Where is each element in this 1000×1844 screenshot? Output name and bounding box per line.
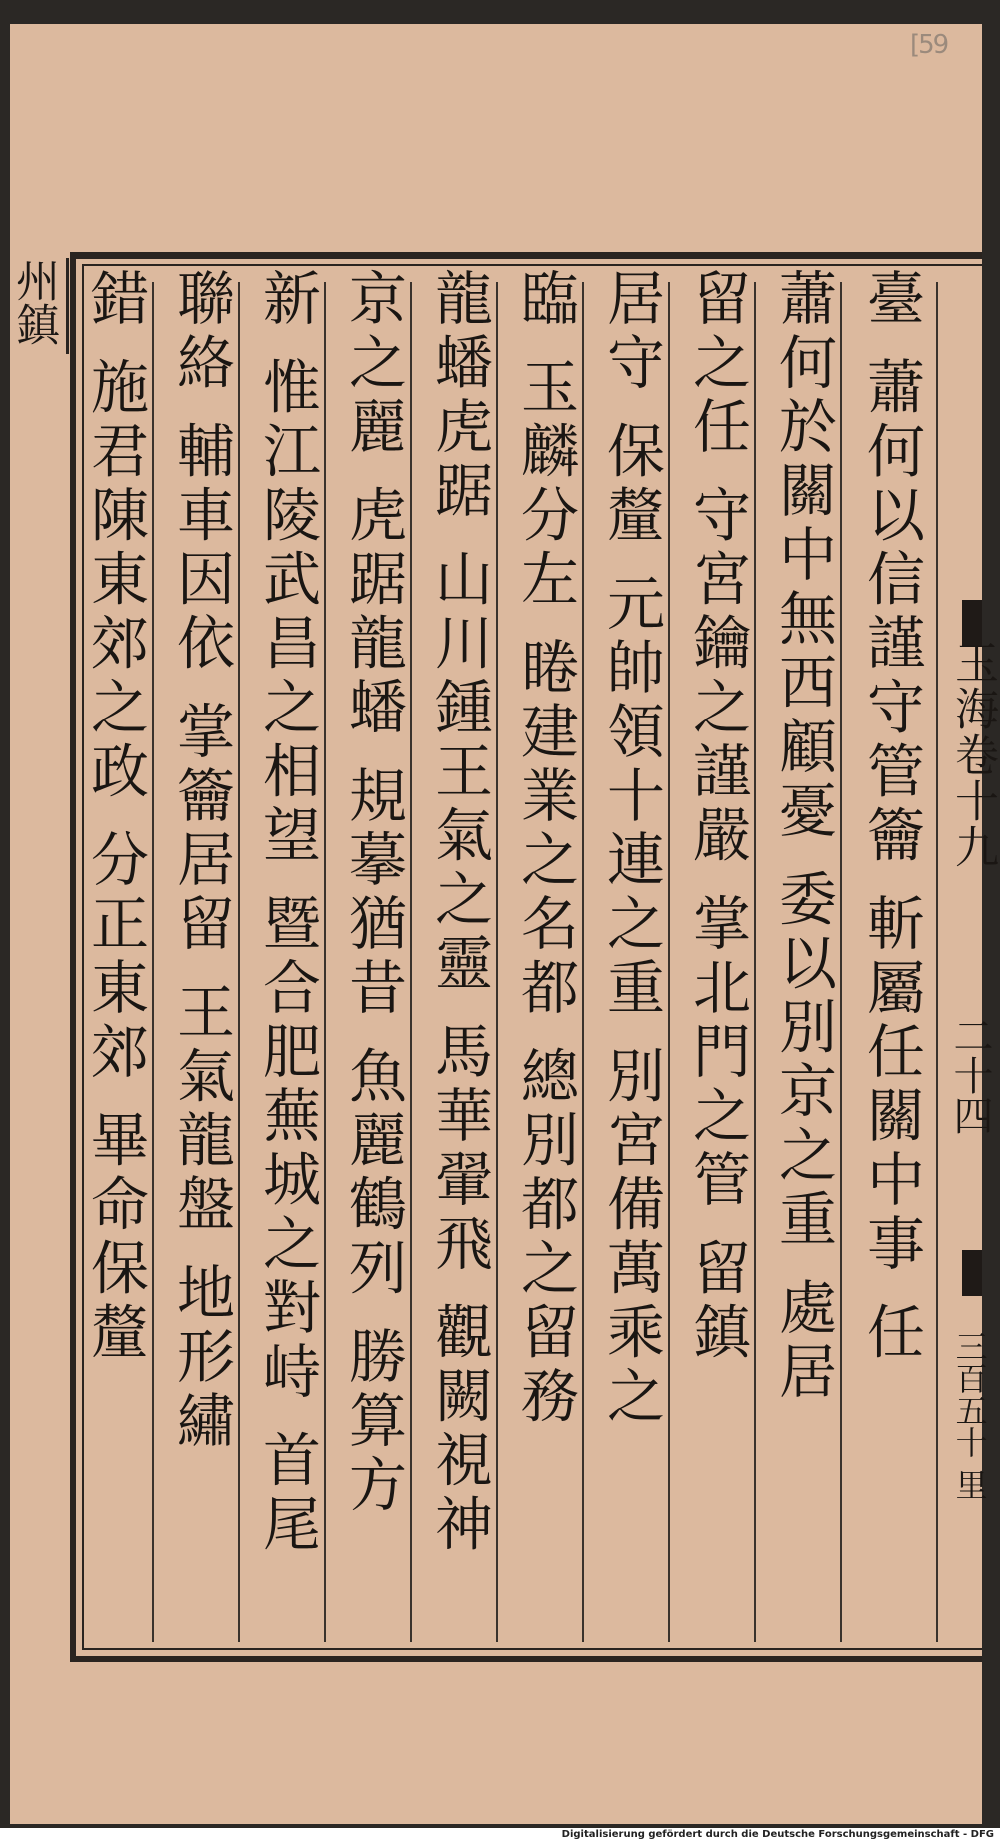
side-label-text: 州鎮 xyxy=(8,258,59,346)
text-column-1 xyxy=(848,268,934,1365)
pencil-annotation: [59 xyxy=(910,30,948,60)
text-column-9 xyxy=(158,268,244,1454)
column-text: 臺 蕭何以信謹守管籥 斬屬任關中事 任 xyxy=(857,268,925,1366)
text-column-10 xyxy=(72,268,158,1365)
side-label xyxy=(0,258,69,354)
column-text: 錯 施君陳東郊之政 分正東郊 畢命保釐 xyxy=(81,268,149,1366)
column-text: 居守 保釐 元帥領十連之重 別宮備萬乘之 xyxy=(597,268,665,1430)
column-text: 龍蟠虎踞 山川鍾王氣之靈 馬華翬飛 觀闕視神 xyxy=(425,268,493,1558)
text-column-8 xyxy=(244,268,330,1557)
text-column-6 xyxy=(416,268,502,1557)
column-text: 臨 玉麟分左 睠建業之名都 總別都之留務 xyxy=(511,268,579,1430)
column-text: 留之任 守宮鑰之謹嚴 掌北門之管 留鎮 xyxy=(683,268,751,1366)
text-column-7 xyxy=(330,268,416,1518)
margin-book-title: 玉海卷十九 xyxy=(947,640,998,870)
column-text: 新 惟江陵武昌之相望 暨合肥蕪城之對峙 首尾 xyxy=(253,268,321,1558)
fish-tail-mark xyxy=(962,1250,982,1296)
text-column-3 xyxy=(674,268,760,1365)
column-text: 蕭何於關中無西顧憂 委以別京之重 處居 xyxy=(769,268,837,1405)
text-column-4 xyxy=(588,268,674,1429)
text-column-5 xyxy=(502,268,588,1429)
text-column-2 xyxy=(760,268,846,1405)
margin-page-number: 二十四 xyxy=(947,1015,993,1135)
column-rule xyxy=(936,282,938,1642)
column-text: 聯絡 輔車因依 掌籥居留 王氣龍盤 地形繡 xyxy=(167,268,235,1454)
footer-credit: Digitalisierung gefördert durch die Deutsche Forschungsgemeinschaft - DFG xyxy=(561,1829,994,1840)
margin-note: 三百五十 里 xyxy=(950,1330,989,1501)
column-text: 京之麗 虎踞龍蟠 規摹猶昔 魚麗鶴列 勝算方 xyxy=(339,268,407,1518)
digitization-footer xyxy=(0,1828,1000,1844)
